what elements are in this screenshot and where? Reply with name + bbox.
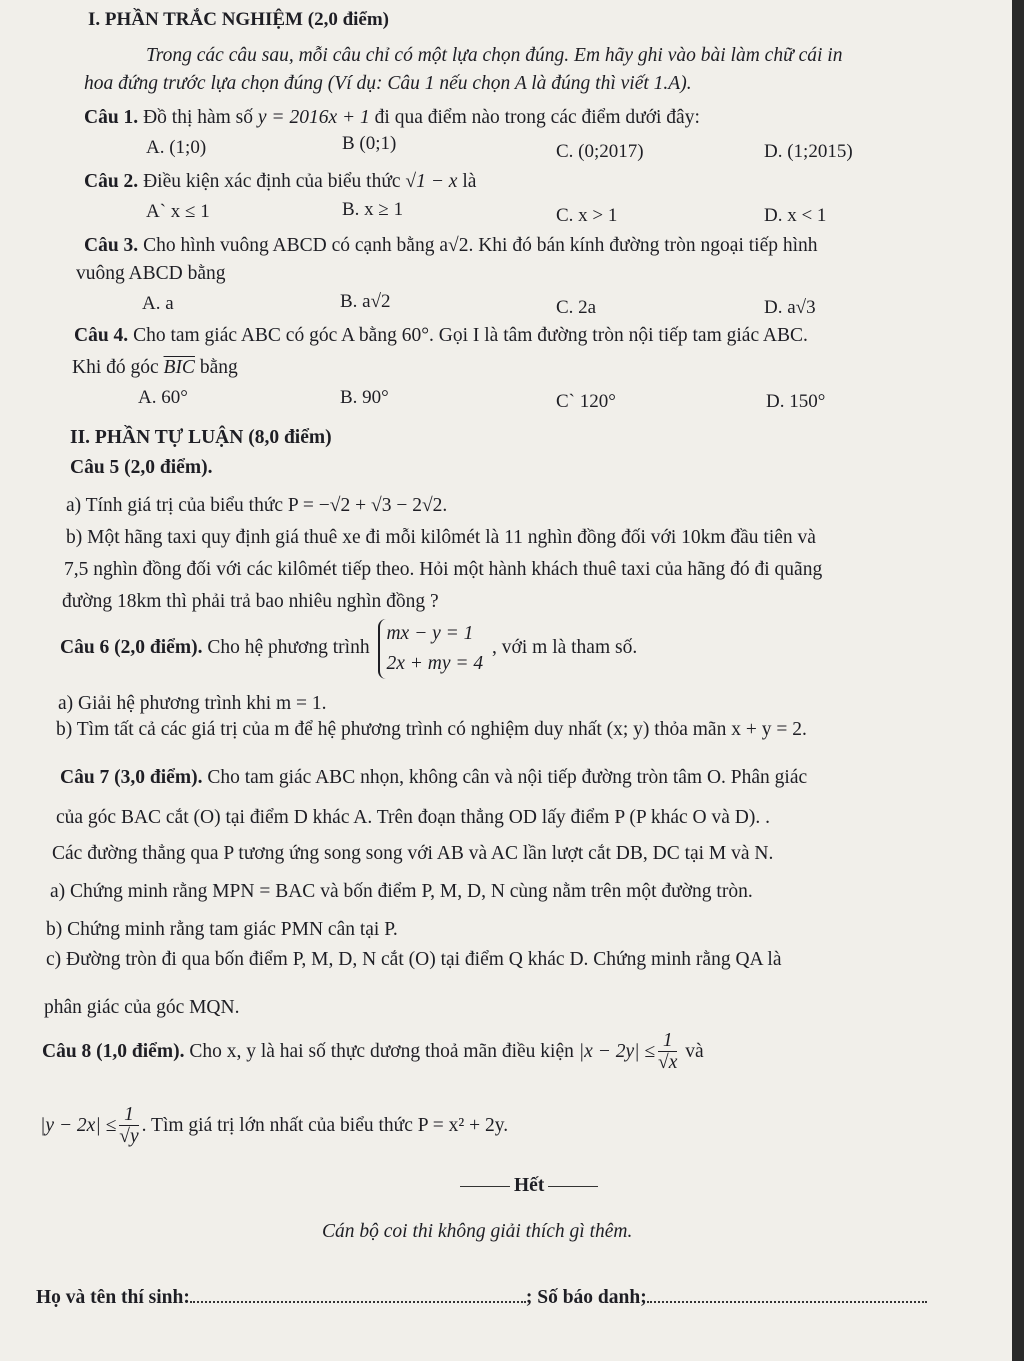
q4-stem-line-1 <box>74 324 808 348</box>
q3-line-2: vuông ABCD bằng <box>76 263 226 284</box>
section-1-title: I. PHẦN TRẮC NGHIỆM (2,0 điểm) <box>88 9 390 30</box>
q8-line-1-after: và <box>685 1041 704 1062</box>
q6-intro: Cho hệ phương trình <box>207 637 370 658</box>
q3-option-c: C. 2a <box>556 297 597 318</box>
q5-part-b-line-3: đường 18km thì phải trả bao nhiêu nghìn đồng ? <box>62 591 439 612</box>
q2-option-d: D. x < 1 <box>764 205 827 226</box>
q4-option-d: D. 150° <box>766 391 826 412</box>
q8-cond-2-den: √y <box>119 1126 139 1148</box>
q5-part-a: a) Tính giá trị của biểu thức P = −√2 + √3 − 2√2. <box>66 495 448 516</box>
q3-line-1: Cho hình vuông ABCD có cạnh bằng a√2. Khi đó bán kính đường tròn ngoại tiếp hình <box>143 235 818 256</box>
q3-stem-line-1 <box>84 234 818 258</box>
instruction-line-2: hoa đứng trước lựa chọn đúng (Ví dụ: Câu 1 nếu chọn A là đúng thì viết 1.A). <box>84 73 692 94</box>
q6-part-b: b) Tìm tất cả các giá trị của m để hệ phương trình có nghiệm duy nhất (x; y) thỏa mãn x + y = 2. <box>56 719 807 740</box>
q5-part-b-line-2: 7,5 nghìn đồng đối với các kilômét tiếp theo. Hỏi một hành khách thuê taxi của hãng đó đi quãng <box>64 559 823 580</box>
end-dash-left <box>460 1186 510 1187</box>
q2-text-before: Điều kiện xác định của biểu thức <box>143 171 401 192</box>
end-marker <box>456 1174 602 1198</box>
q1-option-c: C. (0;2017) <box>556 141 644 162</box>
q8-cond-1-num: 1 <box>658 1031 677 1052</box>
q7-line-3: Các đường thẳng qua P tương ứng song song với AB và AC lần lượt cắt DB, DC tại M và N. <box>52 843 774 864</box>
q3-label: Câu 3. <box>84 235 139 256</box>
q2-stem <box>84 170 476 194</box>
q6-after: , với m là tham số. <box>492 637 638 658</box>
q4-option-c: C` 120° <box>556 391 616 412</box>
candidate-info <box>36 1286 927 1310</box>
q6-system <box>378 619 483 679</box>
q7-part-c-line-2: phân giác của góc MQN. <box>44 997 240 1018</box>
q4-option-a: A. 60° <box>138 387 188 408</box>
q1-label: Câu 1. <box>84 107 139 128</box>
q1-formula: y = 2016x + 1 <box>257 107 370 128</box>
q7-line-1 <box>60 766 807 790</box>
q8-cond-1-left: |x − 2y| ≤ <box>578 1041 656 1062</box>
q5-part-b-line-1: b) Một hãng taxi quy định giá thuê xe đi mỗi kilômét là 11 nghìn đồng đối với 10km đầu tiên và <box>66 527 816 548</box>
q8-cond-2-fraction <box>119 1105 138 1148</box>
q1-text-after: đi qua điểm nào trong các điểm dưới đây: <box>374 107 700 128</box>
q4-line-2-after: bằng <box>199 357 238 378</box>
q1-option-a: A. (1;0) <box>146 137 207 158</box>
section-2-title: II. PHẦN TỰ LUẬN (8,0 điểm) <box>70 427 332 448</box>
q2-formula: √1 − x <box>405 171 458 192</box>
q1-stem <box>84 106 700 130</box>
q6-eq-1: mx − y = 1 <box>386 622 474 644</box>
name-blank <box>190 1301 526 1303</box>
q2-option-a: A` x ≤ 1 <box>146 201 210 222</box>
q4-label: Câu 4. <box>74 325 129 346</box>
q7-part-c-line-1: c) Đường tròn đi qua bốn điểm P, M, D, N cắt (O) tại điểm Q khác D. Chứng minh rằng QA là <box>46 949 782 970</box>
q3-option-a: A. a <box>142 293 174 314</box>
q4-stem-line-2 <box>72 356 238 380</box>
q3-option-d: D. a√3 <box>764 297 816 318</box>
name-label: Họ và tên thí sinh: <box>36 1287 190 1308</box>
q7-title: Câu 7 (3,0 điểm). <box>60 767 203 788</box>
q7-part-a: a) Chứng minh rằng MPN = BAC và bốn điểm P, M, D, N cùng nằm trên một đường tròn. <box>50 881 753 902</box>
q6-stem <box>60 618 637 679</box>
q4-angle: $\overline{BIC}$ <box>163 357 195 378</box>
q8-line-2 <box>40 1104 508 1148</box>
id-blank <box>647 1301 927 1303</box>
q8-line-1 <box>42 1030 704 1074</box>
q8-cond-2-left: |y − 2x| ≤ <box>40 1115 117 1136</box>
q6-part-a: a) Giải hệ phương trình khi m = 1. <box>58 693 327 714</box>
q4-line-1: Cho tam giác ABC có góc A bằng 60°. Gọi I là tâm đường tròn nội tiếp tam giác ABC. <box>133 325 808 346</box>
q7-part-b: b) Chứng minh rằng tam giác PMN cân tại P. <box>46 919 398 940</box>
q8-line-2-after: . Tìm giá trị lớn nhất của biểu thức P = x² + 2y. <box>141 1115 509 1136</box>
q8-cond-2-num: 1 <box>119 1105 138 1126</box>
q1-option-b: B (0;1) <box>342 133 397 154</box>
invigilator-note: Cán bộ coi thi không giải thích gì thêm. <box>322 1221 633 1242</box>
q8-cond-1-den: √x <box>658 1052 678 1074</box>
q3-option-b: B. a√2 <box>340 291 391 312</box>
id-label: ; Số báo danh; <box>525 1287 647 1308</box>
q8-cond-1-fraction <box>658 1031 677 1074</box>
q2-option-b: B. x ≥ 1 <box>342 199 404 220</box>
instruction-line-1: Trong các câu sau, mỗi câu chỉ có một lựa chọn đúng. Em hãy ghi vào bài làm chữ cái in <box>146 45 843 66</box>
q6-title: Câu 6 (2,0 điểm). <box>60 637 203 658</box>
q7-line-2: của góc BAC cắt (O) tại điểm D khác A. Trên đoạn thẳng OD lấy điểm P (P khác O và D). . <box>56 807 770 828</box>
q4-option-b: B. 90° <box>340 387 389 408</box>
q6-eq-2: 2x + my = 4 <box>386 652 484 674</box>
q1-text-before: Đồ thị hàm số <box>143 107 254 128</box>
q7-line-1-text: Cho tam giác ABC nhọn, không cân và nội tiếp đường tròn tâm O. Phân giác <box>207 767 808 788</box>
end-dash-right <box>548 1186 598 1187</box>
q2-label: Câu 2. <box>84 171 139 192</box>
q1-option-d: D. (1;2015) <box>764 141 853 162</box>
end-text: Hết <box>514 1175 545 1196</box>
q8-line-1-text: Cho x, y là hai số thực dương thoả mãn điều kiện <box>189 1041 574 1062</box>
q5-title: Câu 5 (2,0 điểm). <box>70 457 213 478</box>
q8-title: Câu 8 (1,0 điểm). <box>42 1041 185 1062</box>
q4-line-2-before: Khi đó góc <box>72 357 159 378</box>
q2-text-after: là <box>462 171 477 192</box>
q2-option-c: C. x > 1 <box>556 205 618 226</box>
